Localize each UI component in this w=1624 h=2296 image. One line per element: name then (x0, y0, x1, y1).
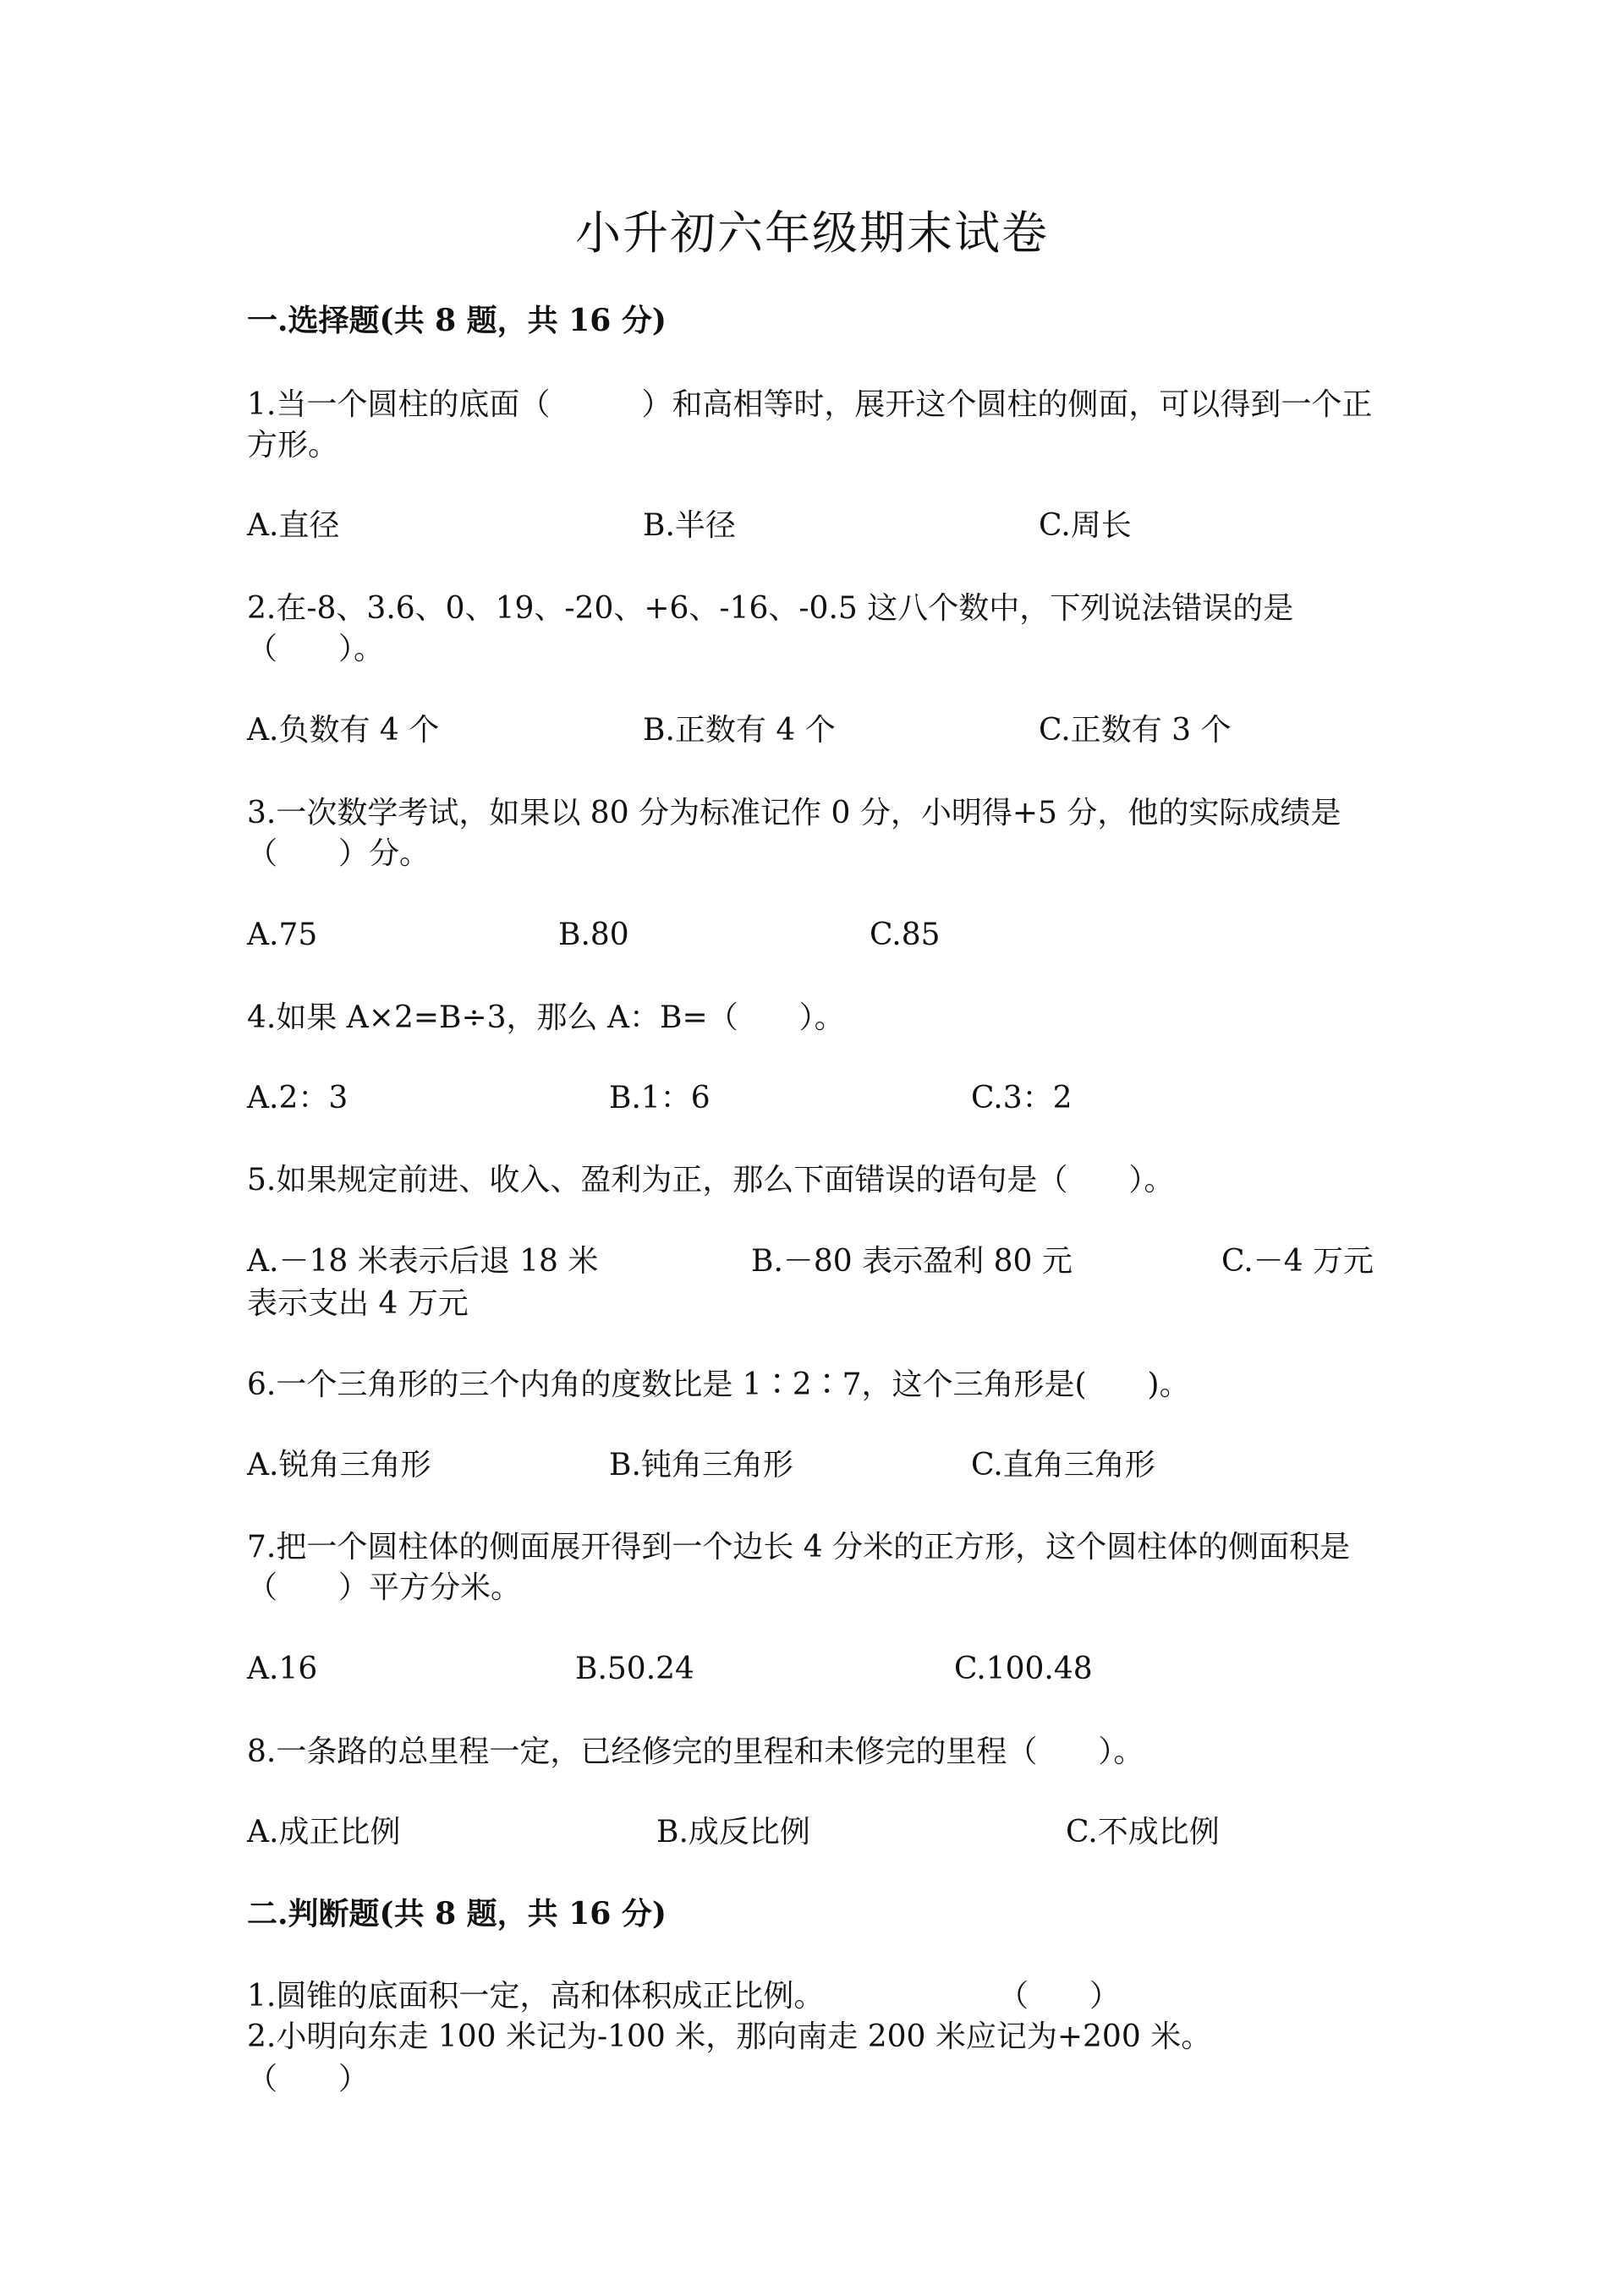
question-2: 2.在-8、3.6、0、19、-20、+6、-16、-0.5 这八个数中，下列说法错误的是（ ）。 (247, 591, 1294, 666)
option-c: C.正数有 3 个 (1039, 713, 1232, 748)
option-a: A.－18 米表示后退 18 米 (247, 1244, 599, 1279)
option-a: A.2：3 (247, 1081, 348, 1115)
options-2 (247, 710, 1397, 753)
options-4 (247, 1078, 1397, 1121)
option-c: C.100.48 (954, 1652, 1093, 1686)
option-a: A.直径 (247, 508, 340, 543)
option-b: B.80 (558, 918, 629, 952)
option-b: B.－80 表示盈利 80 元 (751, 1244, 1073, 1279)
option-b: B.成反比例 (656, 1815, 810, 1849)
question-1: 1.当一个圆柱的底面（ ）和高相等时，展开这个圆柱的侧面，可以得到一个正方形。 (247, 387, 1373, 463)
options-3 (247, 915, 1397, 957)
option-c: C.85 (870, 918, 941, 952)
question-7: 7.把一个圆柱体的侧面展开得到一个边长 4 分米的正方形，这个圆柱体的侧面积是（ ）平方分米。 (247, 1530, 1351, 1605)
judgment-2: 2.小明向东走 100 米记为-100 米，那向南走 200 米应记为+200 米。 (247, 2019, 1212, 2054)
option-c: C.直角三角形 (971, 1448, 1155, 1482)
option-b: B.半径 (643, 508, 736, 543)
option-a: A.16 (247, 1652, 318, 1686)
option-b: B.正数有 4 个 (643, 713, 836, 748)
option-c: C.周长 (1039, 508, 1132, 543)
option-c: C.不成比例 (1066, 1815, 1220, 1849)
option-b: B.50.24 (575, 1652, 694, 1686)
option-a: A.负数有 4 个 (247, 713, 440, 748)
section-heading-choice: 一.选择题(共 8 题，共 16 分) (247, 303, 667, 338)
options-6 (247, 1445, 1397, 1488)
question-4: 4.如果 A×2=B÷3，那么 A：B=（ ）。 (247, 1000, 845, 1035)
question-8: 8.一条路的总里程一定，已经修完的里程和未修完的里程（ ）。 (247, 1734, 1144, 1769)
page-title: 小升初六年级期末试卷 (575, 206, 1049, 260)
section-heading-judgment: 二.判断题(共 8 题，共 16 分) (247, 1896, 667, 1932)
options-7 (247, 1649, 1397, 1691)
question-5: 5.如果规定前进、收入、盈利为正，那么下面错误的语句是（ ）。 (247, 1163, 1175, 1197)
options-1 (247, 506, 1397, 548)
option-a: A.锐角三角形 (247, 1448, 431, 1482)
question-3: 3.一次数学考试，如果以 80 分为标准记作 0 分，小明得+5 分，他的实际成绩是（ ）分。 (247, 796, 1341, 871)
option-c: C.3：2 (971, 1081, 1073, 1115)
option-a: A.成正比例 (247, 1815, 401, 1849)
option-b: B.1：6 (609, 1081, 710, 1115)
judgment-1-answer-blank: （ ） (998, 1979, 1121, 2014)
question-6: 6.一个三角形的三个内角的度数比是 1∶2∶7，这个三角形是( )。 (247, 1367, 1190, 1402)
judgment-2-answer-blank: （ ） (247, 2062, 370, 2096)
option-a: A.75 (247, 918, 318, 952)
option-c-continued: 表示支出 4 万元 (247, 1286, 469, 1321)
option-b: B.钝角三角形 (609, 1448, 793, 1482)
judgment-1: 1.圆锥的底面积一定，高和体积成正比例。 (247, 1979, 825, 2014)
option-c: C.－4 万元 (1221, 1244, 1374, 1279)
options-8 (247, 1812, 1397, 1855)
